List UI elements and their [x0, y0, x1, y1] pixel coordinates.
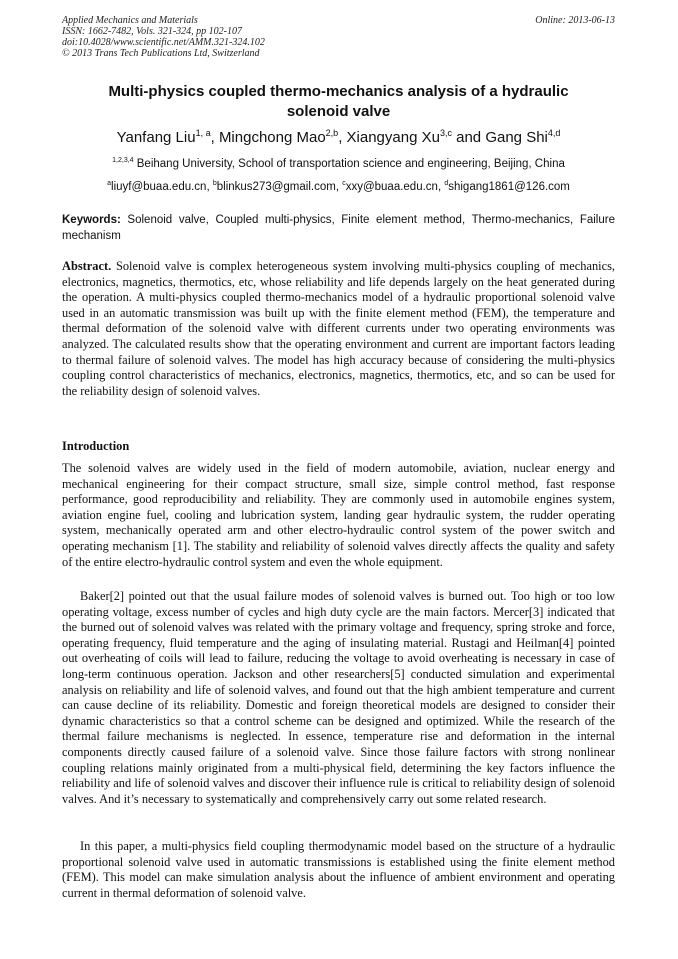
abstract-text: Solenoid valve is complex heterogeneous system involving multi-physics coupling of mechanics, electronics, magnetics, thermotics, etc, whose reliability and life depends largely on the heat generated during the operation. A multi-physics coupled thermo-mechanics model of a hydraulic proportional solenoid valve used in an automatic transmission was built up with the finite element method (FEM), the temperature and thermal deformation of the solenoid valve with different currents under two operating environments was analyzed. The calculated results show that the operating environment and current are important factors leading to thermal failure of solenoid valves. The model has high accuracy because of considering the multi-physics coupling control characteristics of mechanics, electronics, magnetics, thermotics, etc, and so can be used for the reliability design of solenoid valves.: [62, 259, 615, 398]
online-date: Online: 2013-06-13: [535, 15, 615, 26]
email-address: liuyf@buaa.edu.cn: [111, 181, 207, 193]
author-name: Mingchong Mao: [218, 129, 326, 146]
abstract-label: Abstract.: [62, 259, 112, 273]
email-list: [62, 180, 615, 194]
author-name: Yanfang Liu: [116, 129, 196, 146]
author-separator: ,: [210, 129, 219, 146]
title-line-1: Multi-physics coupled thermo-mechanics analysis of a hydraulic: [108, 83, 569, 100]
email-superscript: a: [107, 180, 112, 187]
keywords-label: Keywords:: [62, 214, 121, 226]
email-address: shigang1861@126.com: [448, 181, 570, 193]
author-separator: and: [451, 129, 486, 146]
journal-header: [62, 15, 615, 59]
issn-line: ISSN: 1662-7482, Vols. 321-324, pp 102-107: [62, 26, 242, 37]
paper-title: [62, 82, 615, 122]
email-separator: ,: [335, 181, 343, 193]
body-paragraph: The solenoid valves are widely used in the field of modern automobile, aviation, nuclear energy and mechanical engineering for their compact structure, small size, simple control method, fast response performance, good reproducibility and reliability. They are commonly used in automobile engines system, aviation engine fuel, cooling and lubrication system, landing gear hydraulic system, the rudder operating system, mechanically operated arm and other electro-hydraulic control system of the power switch and operating mechanism [1]. The stability and reliability of solenoid valves directly affects the quality and safety of the entire electro-hydraulic control system and even the whole equipment.: [62, 461, 615, 569]
author-superscript: 1, a: [195, 128, 211, 138]
abstract-paragraph: [62, 259, 615, 399]
email-separator: ,: [206, 181, 213, 193]
author-superscript: 4,d: [547, 128, 561, 138]
author-superscript: 2,b: [325, 128, 339, 138]
section-heading: Introduction: [62, 439, 130, 453]
affiliation-superscript: 1,2,3,4: [112, 157, 134, 164]
email-superscript: d: [444, 180, 449, 187]
abstract-section: [62, 259, 615, 399]
body-paragraph: Baker[2] pointed out that the usual failure modes of solenoid valves is burned out. Too high or too low operating voltage, excess number of cycles and high duty cycle are the main factors. Mercer[3] indicated that the burned out of solenoid valves was related with the primary voltage and frequency, spring stroke and force, operating frequency, fluid temperature and the aging of insulating material. Rustagi and Heilman[4] pointed out overheating of coils will lead to failure, reducing the voltage to avoid overheating is necessary in case of long-term continuous operation. Jackson and other researchers[5] conducted simulation and experimental analysis on reliability and life of solenoid valves, and found out that the high ambient temperature and current can cause decline of its reliability. Domestic and foreign theoretical models are designed to consider their dynamic characteristics so that a control scheme can be designed and optimized. While the research of the thermal failure mechanisms is neglected. In essence, temperature rise and deformation in the internal components directly caused failure of a solenoid valve. Since those failure factors with strong nonlinear coupling relations mainly originated from a multi-physical field, determining the key factors influence the reliability and life of solenoid valves and discover their influence rule is critical to reliability design of solenoid valves. And it’s necessary to systematically and comprehensively carry out some related research.: [62, 589, 615, 806]
doi-line: doi:10.4028/www.scientific.net/AMM.321-324.102: [62, 37, 265, 48]
author-separator: ,: [338, 129, 347, 146]
email-separator: ,: [437, 181, 445, 193]
email-superscript: c: [342, 180, 346, 187]
email-superscript: b: [212, 180, 217, 187]
author-name: Gang Shi: [485, 129, 548, 146]
body-paragraph: In this paper, a multi-physics field coupling thermodynamic model based on the structure of a hydraulic proportional solenoid valve used in automatic transmissions is established using the finite element method (FEM). This model can make simulation analysis about the influence of ambient environment and operating current in thermal deformation of solenoid valve.: [62, 839, 615, 900]
email-address: blinkus273@gmail.com: [216, 181, 336, 193]
keywords-section: [62, 212, 615, 244]
title-line-2: solenoid valve: [286, 103, 391, 120]
journal-name: Applied Mechanics and Materials: [62, 15, 198, 26]
affiliation: [62, 157, 615, 171]
affiliation-text: Beihang University, School of transportation science and engineering, Beijing, China: [133, 158, 565, 170]
author-superscript: 3,c: [439, 128, 452, 138]
author-name: Xiangyang Xu: [346, 129, 440, 146]
email-address: xxy@buaa.edu.cn: [345, 181, 438, 193]
copyright-line: © 2013 Trans Tech Publications Ltd, Switzerland: [62, 48, 260, 59]
author-list: [62, 128, 615, 148]
keywords-text: Solenoid valve, Coupled multi-physics, Finite element method, Thermo-mechanics, Failure mechanism: [62, 214, 615, 242]
